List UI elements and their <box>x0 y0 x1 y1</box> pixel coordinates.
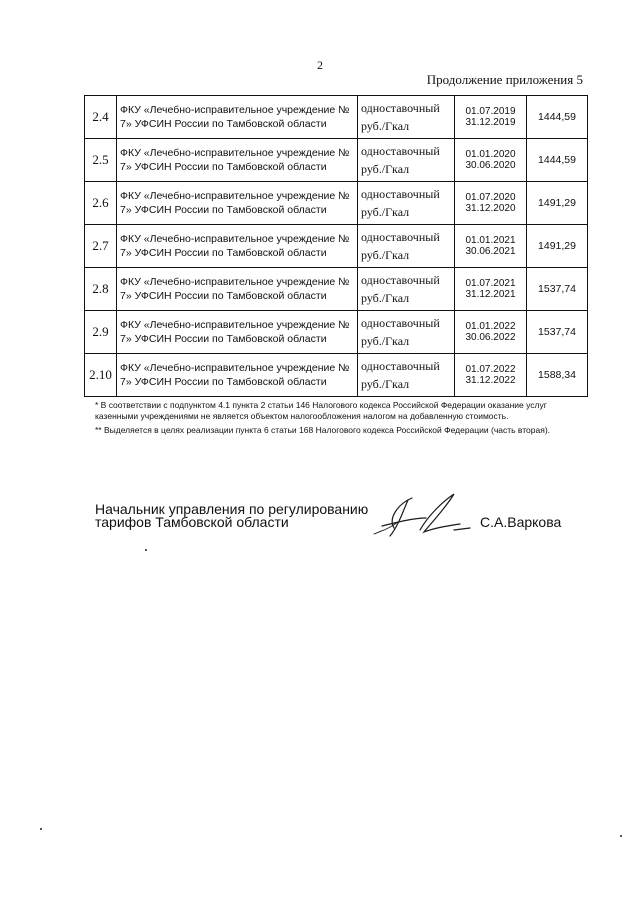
table-row <box>85 182 588 225</box>
period-cell <box>455 182 527 225</box>
period-to: 30.06.2021 <box>465 246 516 257</box>
organization-name: ФКУ «Лечебно-исправительное учреждение № 7» УФСИН России по Тамбовской области <box>117 225 358 268</box>
organization-name: ФКУ «Лечебно-исправительное учреждение № 7» УФСИН России по Тамбовской области <box>117 182 358 225</box>
period-cell <box>455 268 527 311</box>
scan-speck <box>620 835 622 837</box>
tariff-table <box>84 95 588 397</box>
table-row <box>85 225 588 268</box>
handwritten-signature <box>368 488 473 546</box>
rate-cell <box>358 225 455 268</box>
tariff-value: 1537,74 <box>527 311 588 354</box>
signatory-position-line2: тарифов Тамбовской области <box>95 514 289 530</box>
period-cell <box>455 225 527 268</box>
rate-type: одноставочный <box>361 187 440 201</box>
tariff-value: 1491,29 <box>527 225 588 268</box>
row-number: 2.9 <box>85 311 117 354</box>
tariff-value: 1444,59 <box>527 96 588 139</box>
table-row <box>85 139 588 182</box>
period-from: 01.07.2019 <box>465 106 516 117</box>
period-from: 01.07.2021 <box>465 278 516 289</box>
rate-unit: руб./Гкал <box>361 162 410 176</box>
scan-speck <box>40 828 42 830</box>
row-number: 2.4 <box>85 96 117 139</box>
organization-name: ФКУ «Лечебно-исправительное учреждение № 7» УФСИН России по Тамбовской области <box>117 354 358 397</box>
organization-name: ФКУ «Лечебно-исправительное учреждение № 7» УФСИН России по Тамбовской области <box>117 268 358 311</box>
period-cell <box>455 96 527 139</box>
rate-type: одноставочный <box>361 359 440 373</box>
period-cell <box>455 139 527 182</box>
row-number: 2.10 <box>85 354 117 397</box>
continuation-label: Продолжение приложения 5 <box>426 72 583 87</box>
rate-cell <box>358 354 455 397</box>
row-number: 2.5 <box>85 139 117 182</box>
rate-cell <box>358 182 455 225</box>
rate-cell <box>358 139 455 182</box>
rate-unit: руб./Гкал <box>361 377 410 391</box>
rate-unit: руб./Гкал <box>361 291 410 305</box>
organization-name: ФКУ «Лечебно-исправительное учреждение № 7» УФСИН России по Тамбовской области <box>117 139 358 182</box>
page-number: 2 <box>317 58 323 72</box>
period-to: 30.06.2022 <box>465 332 516 343</box>
table-row <box>85 96 588 139</box>
period-to: 31.12.2022 <box>465 375 516 386</box>
tariff-value: 1588,34 <box>527 354 588 397</box>
row-number: 2.8 <box>85 268 117 311</box>
rate-unit: руб./Гкал <box>361 248 410 262</box>
period-from: 01.07.2022 <box>465 364 516 375</box>
period-from: 01.01.2021 <box>465 235 516 246</box>
period-to: 31.12.2019 <box>465 117 516 128</box>
footnote-vat-exemption: * В соответствии с подпунктом 4.1 пункта 2 статьи 146 Налогового кодекса Российской Федерации оказание услуг казенными учреждениями не является объектом налогообложения налогом на добавленную стоимость. <box>95 400 547 421</box>
organization-name: ФКУ «Лечебно-исправительное учреждение № 7» УФСИН России по Тамбовской области <box>117 96 358 139</box>
rate-unit: руб./Гкал <box>361 205 410 219</box>
rate-type: одноставочный <box>361 316 440 330</box>
rate-unit: руб./Гкал <box>361 334 410 348</box>
rate-type: одноставочный <box>361 101 440 115</box>
period-cell <box>455 354 527 397</box>
signatory-position <box>95 503 368 529</box>
scan-speck <box>145 549 147 551</box>
table-row <box>85 311 588 354</box>
rate-cell <box>358 311 455 354</box>
tariff-value: 1491,29 <box>527 182 588 225</box>
tariff-value: 1444,59 <box>527 139 588 182</box>
period-to: 31.12.2020 <box>465 203 516 214</box>
period-from: 01.01.2020 <box>465 149 516 160</box>
footnote-vat-allocation: ** Выделяется в целях реализации пункта 6 статьи 168 Налогового кодекса Российской Федерации (часть вторая). <box>95 425 551 435</box>
table-row <box>85 268 588 311</box>
period-from: 01.01.2022 <box>465 321 516 332</box>
period-from: 01.07.2020 <box>465 192 516 203</box>
table-row <box>85 354 588 397</box>
tariff-table-body <box>85 96 588 397</box>
rate-cell <box>358 268 455 311</box>
footnotes <box>95 400 590 439</box>
period-to: 30.06.2020 <box>465 160 516 171</box>
signer-name: С.А.Варкова <box>480 514 562 530</box>
signatory-position-line1: Начальник управления по регулированию <box>95 501 369 517</box>
rate-type: одноставочный <box>361 144 440 158</box>
row-number: 2.6 <box>85 182 117 225</box>
rate-cell <box>358 96 455 139</box>
period-to: 31.12.2021 <box>465 289 516 300</box>
period-cell <box>455 311 527 354</box>
rate-type: одноставочный <box>361 273 440 287</box>
organization-name: ФКУ «Лечебно-исправительное учреждение № 7» УФСИН России по Тамбовской области <box>117 311 358 354</box>
tariff-value: 1537,74 <box>527 268 588 311</box>
rate-type: одноставочный <box>361 230 440 244</box>
row-number: 2.7 <box>85 225 117 268</box>
rate-unit: руб./Гкал <box>361 119 410 133</box>
